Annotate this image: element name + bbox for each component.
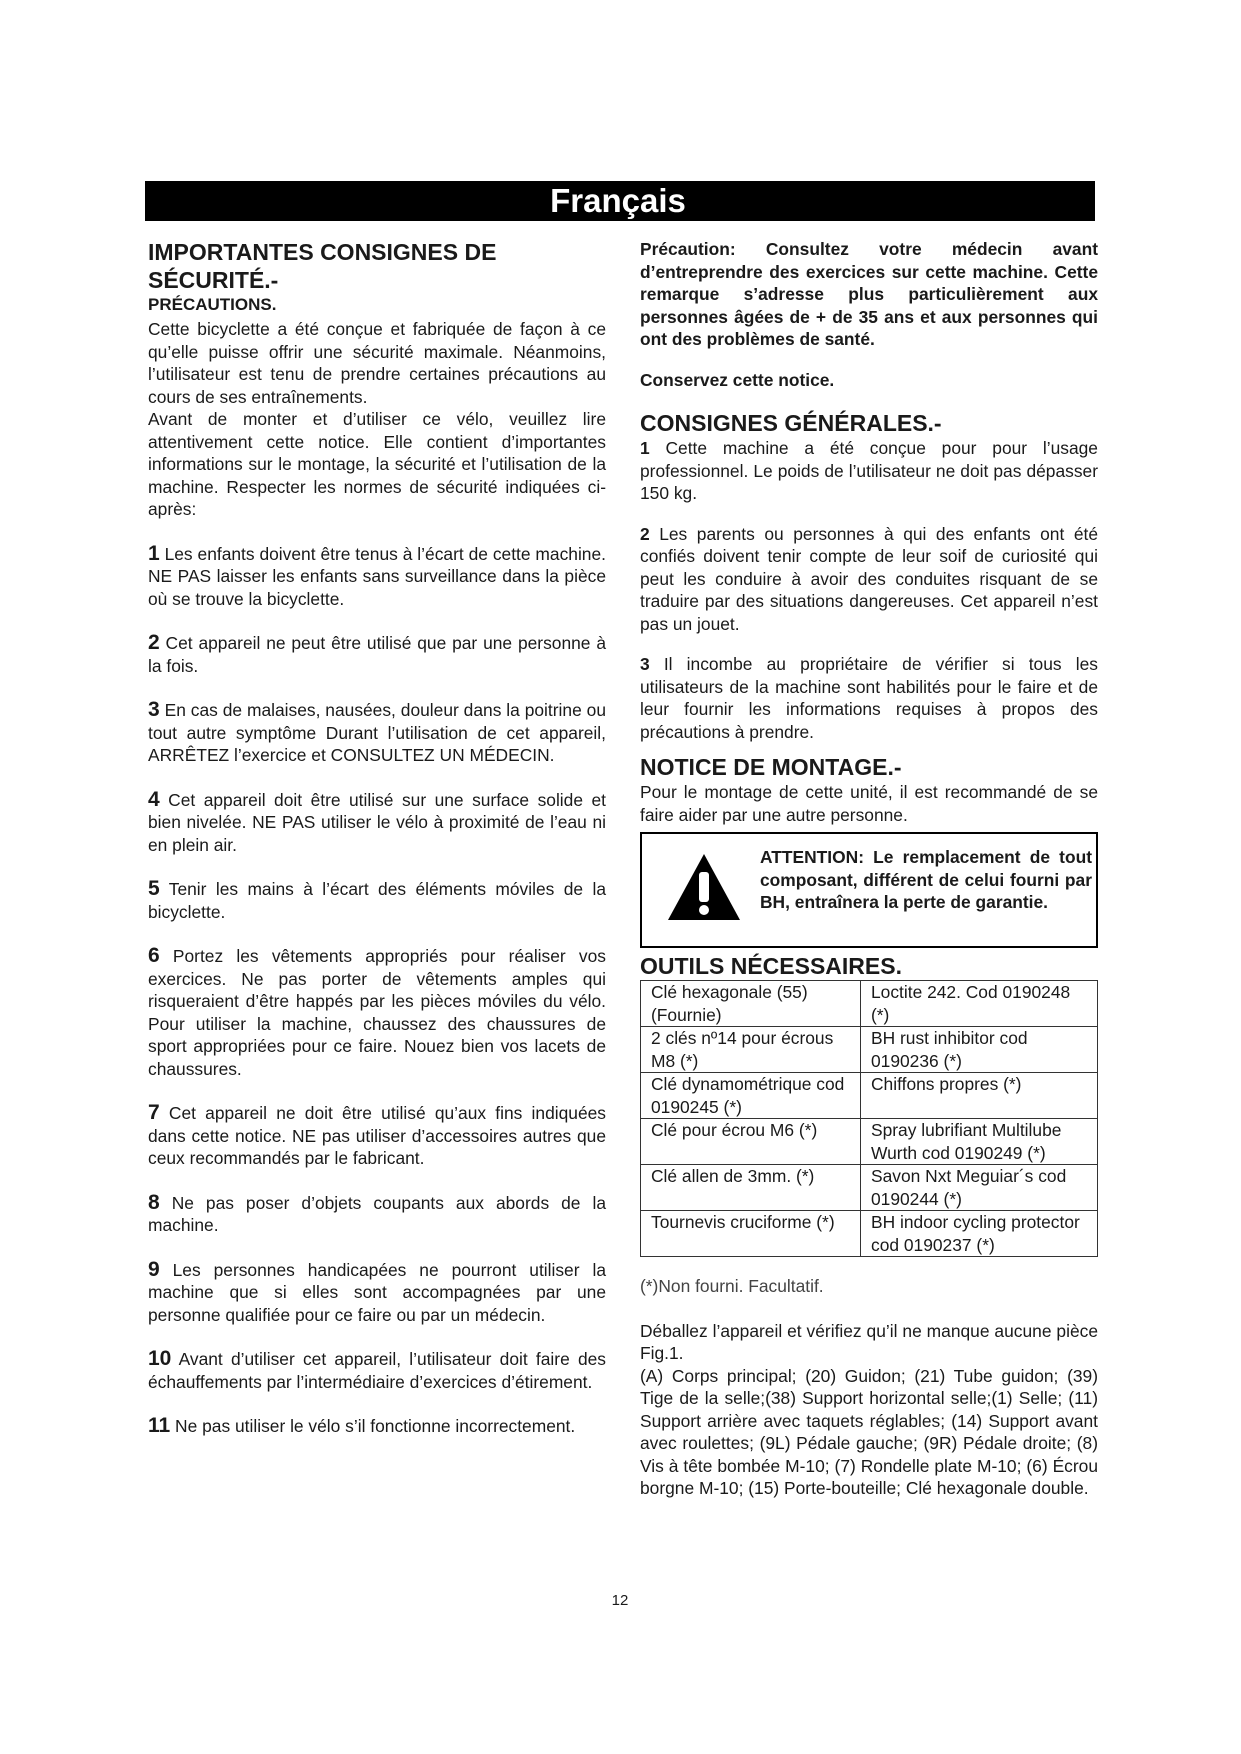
general-item-2: 2 Les parents ou personnes à qui des enfants ont été confiés doivent tenir compte de leur soif de curiosité qui peut les conduire à avoir des conduites risquant de se traduire par des situations dangereuses. Cet appareil n’est pas un jouet. — [640, 523, 1098, 634]
safety-title-line1: IMPORTANTES CONSIGNES DE — [148, 239, 497, 265]
tool-cell: BH indoor cycling protector cod 0190237 (*) — [861, 1211, 1098, 1257]
tools-title: OUTILS NÉCESSAIRES. — [640, 953, 902, 979]
safety-item-4: 4 Cet appareil doit être utilisé sur une surface solide et bien nivelée. NE PAS utiliser le vélo à proximité de l’eau ni en plein air. — [148, 787, 606, 855]
safety-item-7: 7 Cet appareil ne doit être utilisé qu’aux fins indiquées dans cette notice. NE pas utiliser d’accessoires autres que ceux recommandés par le fabricant. — [148, 1101, 606, 1168]
table-row — [641, 1211, 1098, 1257]
tool-cell: Tournevis cruciforme (*) — [641, 1211, 861, 1257]
tool-cell: Clé hexagonale (55) (Fournie) — [641, 981, 861, 1027]
intro-paragraph-2: Avant de monter et d’utiliser ce vélo, veuillez lire attentivement cette notice. Elle contient d’importantes informations sur le montage, la sécurité et l’utilisation de la machine. Respecter les normes de sécurité indiquées ci-après: — [148, 409, 606, 519]
safety-item-3: 3 En cas de malaises, nausées, douleur dans la poitrine ou tout autre symptôme Durant l’utilisation de cet appareil, ARRÊTEZ l’exercice et CONSULTEZ UN MÉDECIN. — [148, 698, 606, 765]
page-number: 12 — [611, 1592, 629, 1609]
assembly-text: Pour le montage de cette unité, il est recommandé de se faire aider par une autre personne. — [640, 782, 1098, 825]
tool-cell: Clé allen de 3mm. (*) — [641, 1165, 861, 1211]
general-item-3: 3 Il incombe au propriétaire de vérifier si tous les utilisateurs de la machine sont habilités pour le faire et de leur fournir les informations requises à propos des précautions à prendre. — [640, 654, 1098, 742]
safety-item-11: 11 Ne pas utiliser le vélo s’il fonctionne incorrectement. — [148, 1414, 576, 1437]
safety-item-1: 1 Les enfants doivent être tenus à l’écart de cette machine. NE PAS laisser les enfants sans surveillance dans la pièce où se trouve la bicyclette. — [148, 541, 606, 609]
general-instructions-title: CONSIGNES GÉNÉRALES.- — [640, 410, 942, 436]
warning-text: ATTENTION: Le remplacement de tout composant, différent de celui fourni par BH, entraînera la perte de garantie. — [760, 847, 1092, 912]
safety-item-10: 10 Avant d’utiliser cet appareil, l’utilisateur doit faire des échauffements par l’intermédiaire d’exercices d’étirement. — [148, 1347, 606, 1392]
unpack-instructions: Déballez l’appareil et vérifiez qu’il ne manque aucune pièce Fig.1. — [640, 1320, 1098, 1363]
footnote: (*)Non fourni. Facultatif. — [640, 1276, 824, 1296]
warning-box — [640, 832, 1098, 948]
keep-notice: Conservez cette notice. — [640, 369, 835, 390]
precaution-note: Précaution: Consultez votre médecin avant d’entreprendre des exercices sur cette machine. Cette remarque s’adresse plus particulièrement aux personnes âgées de + de 35 ans et aux personnes qui ont des problèmes de santé. — [640, 239, 1098, 349]
precautions-subtitle: PRÉCAUTIONS. — [148, 295, 277, 314]
tool-cell: Spray lubrifiant Multilube Wurth cod 0190249 (*) — [861, 1119, 1098, 1165]
safety-item-5: 5 Tenir les mains à l’écart des éléments móviles de la bicyclette. — [148, 877, 606, 922]
language-title: Français — [550, 182, 686, 219]
general-item-1: 1 Cette machine a été conçue pour pour l’usage professionnel. Le poids de l’utilisateur ne doit pas dépasser 150 kg. — [640, 438, 1098, 503]
tool-cell: 2 clés nº14 pour écrous M8 (*) — [641, 1027, 861, 1073]
parts-list: (A) Corps principal; (20) Guidon; (21) Tube guidon; (39) Tige de la selle;(38) Support horizontal selle;(1) Selle; (11) Support arrière avec taquets réglables; (14) Support avant avec roulettes; (9L) Pédale gauche; (9R) Pédale droite; (8) Vis à tête bombée M-10; (7) Rondelle plate M-10; (6) Écrou borgne M-10; (15) Porte-bouteille; Clé hexagonale double. — [640, 1365, 1098, 1498]
safety-item-9: 9 Les personnes handicapées ne pourront utiliser la machine que si elles sont accompagnées par une personne qualifiée pour ce faire ou par un médecin. — [148, 1257, 606, 1325]
tool-cell: Loctite 242. Cod 0190248 (*) — [861, 981, 1098, 1027]
table-row — [641, 981, 1098, 1027]
tool-cell: Clé pour écrou M6 (*) — [641, 1119, 861, 1165]
left-column — [148, 238, 606, 1438]
tool-cell: Chiffons propres (*) — [861, 1073, 1098, 1119]
tool-cell: BH rust inhibitor cod 0190236 (*) — [861, 1027, 1098, 1073]
tools-table — [640, 980, 1098, 1257]
safety-item-2: 2 Cet appareil ne peut être utilisé que par une personne à la fois. — [148, 631, 606, 676]
warning-icon — [666, 852, 742, 922]
safety-item-6: 6 Portez les vêtements appropriés pour réaliser vos exercices. Ne pas porter de vêtements amples qui risqueraient d’être happés par les pièces móviles du vélo. Pour utiliser la machine, chaussez des chaussures de sport appropriées pour ce faire. Nouez bien vos lacets de chaussures. — [148, 944, 606, 1079]
safety-title-line2: SÉCURITÉ.- — [148, 267, 279, 293]
safety-item-8: 8 Ne pas poser d’objets coupants aux abords de la machine. — [148, 1190, 606, 1235]
table-row — [641, 1027, 1098, 1073]
intro-paragraph-1: Cette bicyclette a été conçue et fabriquée de façon à ce qu’elle puisse offrir une sécurité maximale. Néanmoins, l’utilisateur est tenu de prendre certaines précautions au cours de ses entraînements. — [148, 319, 606, 407]
right-column — [640, 238, 1098, 1500]
tool-cell: Savon Nxt Meguiar´s cod 0190244 (*) — [861, 1165, 1098, 1211]
assembly-title: NOTICE DE MONTAGE.- — [640, 754, 902, 780]
table-row — [641, 1119, 1098, 1165]
table-row — [641, 1073, 1098, 1119]
table-row — [641, 1165, 1098, 1211]
tool-cell: Clé dynamométrique cod 0190245 (*) — [641, 1073, 861, 1119]
